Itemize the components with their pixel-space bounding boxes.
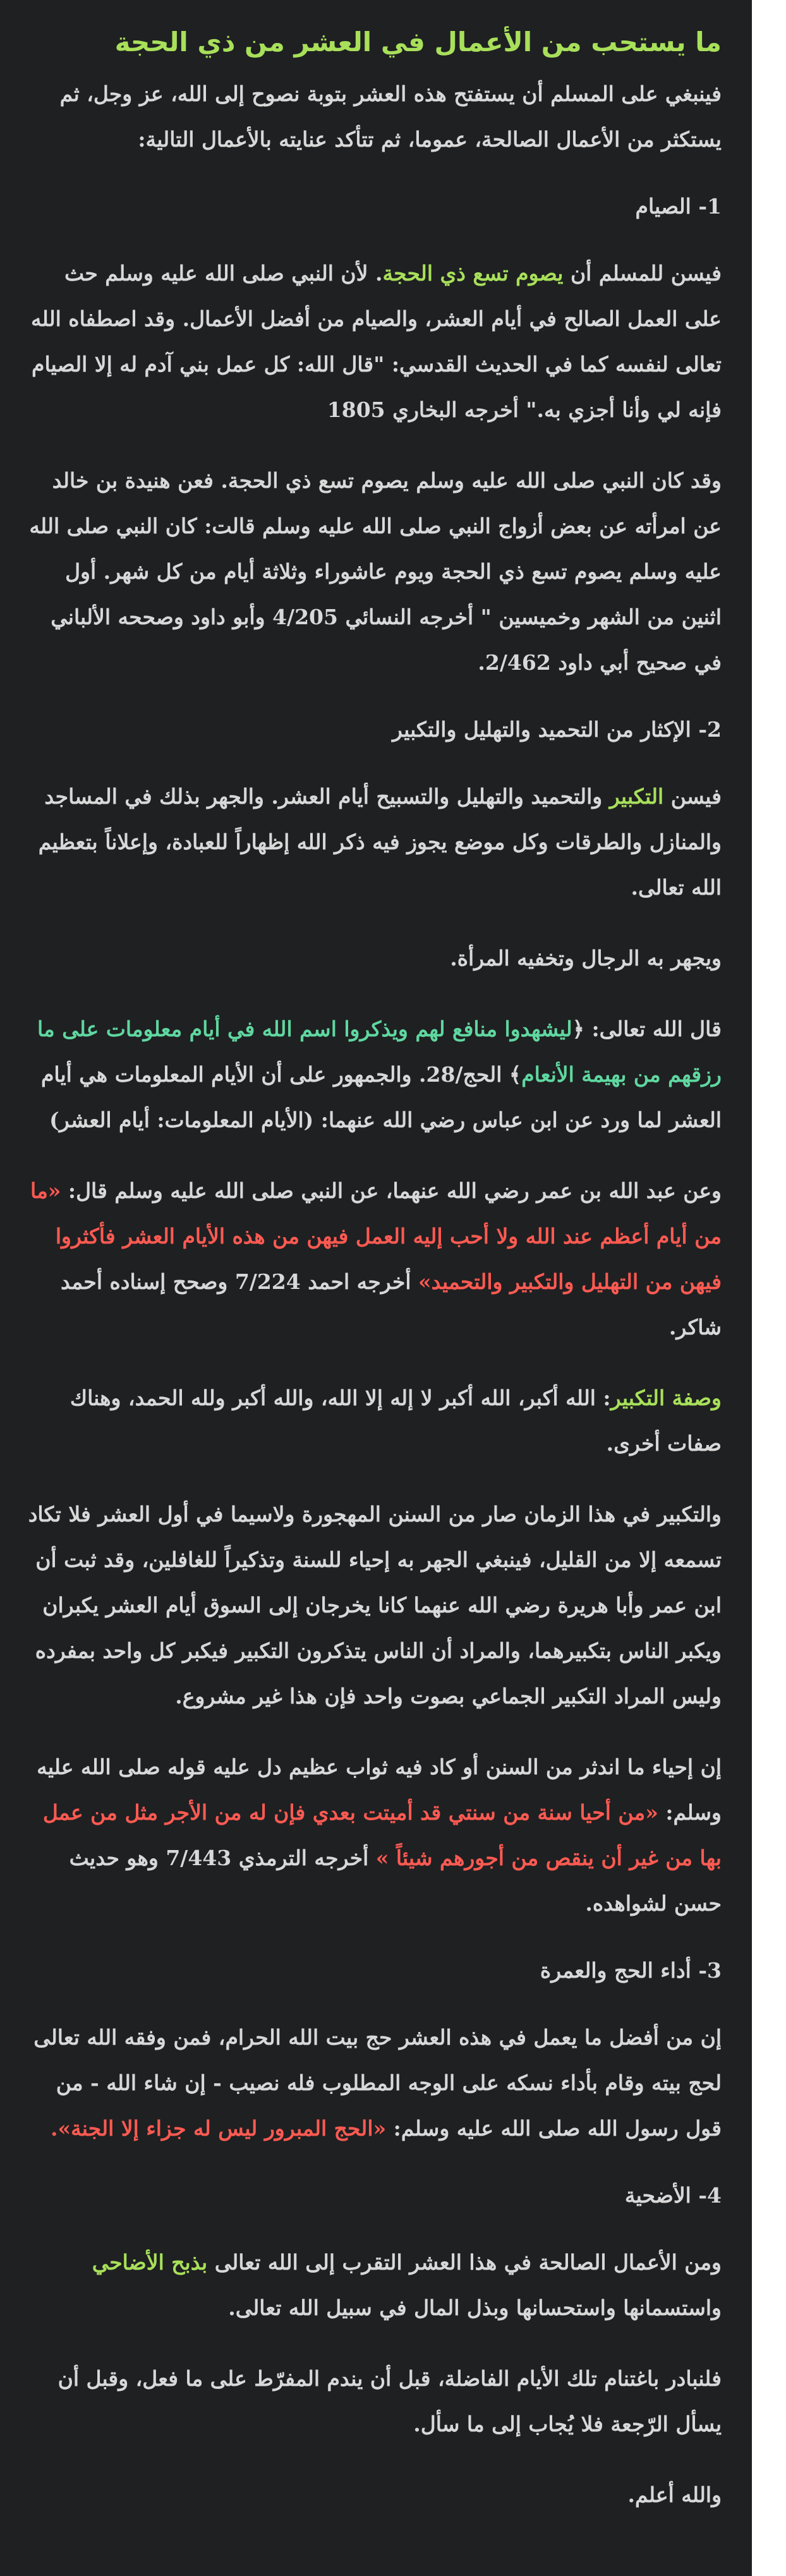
hajj-paragraph — [25, 2015, 722, 2151]
hajj-text-c: . — [50, 2115, 58, 2141]
fasting-paragraph-1 — [25, 251, 722, 433]
takbir-text-c: والتحميد والتهليل والتسبيح أيام العشر. والجهر بذلك في المساجد والمنازل والطرقات وكل موضع يجوز فيه ذكر الله إظهاراً للعبادة، وإعلاناً بتعظيم الله تعالى. — [38, 783, 722, 900]
section-heading-fasting: 1- الصيام — [635, 193, 722, 219]
hajj-text-a: إن من أفضل ما يعمل في هذه العشر حج بيت الله الحرام، فمن وفقه الله تعالى لحج بيته وقام بأداء نسكه على الوجه المطلوب فله نصيب - إن شاء الله - من قول رسول الله صلى الله عليه وسلم: — [33, 2024, 722, 2141]
fasting-paragraph-2: وقد كان النبي صلى الله عليه وسلم يصوم تسع ذي الحجة. فعن هنيدة بن خالد عن امرأته عن بعض أزواج النبي صلى الله عليه وسلم قالت: كان النبي صلى الله عليه وسلم يصوم تسع ذي الحجة ويوم عاشوراء وثلاثة أيام من كل شهر. أول اثنين من الشهر وخميسين " أخرجه النسائي 4/205 وأبو داود وصححه الألباني في صحيح أبي داود 2/462. — [29, 468, 722, 675]
hadith-quote-3: «الحج المبرور ليس له جزاء إلا الجنة» — [57, 2115, 387, 2141]
fasting-highlight-link[interactable]: يصوم تسع ذي الحجة — [382, 260, 564, 286]
hadith-paragraph-1 — [25, 1168, 722, 1350]
hadith-paragraph-2 — [25, 1745, 722, 1926]
article-title: ما يستحب من الأعمال في العشر من ذي الحجة — [114, 27, 722, 57]
hadith1-text-a: وعن عبد الله بن عمر رضي الله عنهما، عن النبي صلى الله عليه وسلم قال: — [61, 1178, 722, 1203]
takbir-paragraph-2: ويجهر به الرجال وتخفيه المرأة. — [450, 945, 722, 971]
hadith2-text-a: إن إحياء ما اندثر من السنن أو كاد فيه ثواب عظيم دل عليه قوله صلى الله عليه وسلم: — [37, 1754, 722, 1825]
takbir-form-link[interactable]: وصفة التكبير — [610, 1385, 722, 1410]
udhiyah-text-a: ومن الأعمال الصالحة في هذا العشر التقرب إلى الله تعالى — [207, 2249, 722, 2275]
fasting-text-c: . لأن النبي صلى الله عليه وسلم حث على العمل الصالح في أيام العشر، والصيام من أفضل الأعمال. وقد اصطفاه الله تعالى لنفسه كما في الحديث القدسي: "قال الله: كل عمل بني آدم له إلا الصيام فإنه لي وأنا أجزي به." أخرجه البخاري 1805 — [30, 260, 722, 422]
intro-paragraph: فينبغي على المسلم أن يستفتح هذه العشر بتوبة نصوح إلى الله، عز وجل، ثم يستكثر من الأعمال الصالحة، عموما، ثم تتأكد عنايته بالأعمال التالية: — [59, 81, 722, 152]
hadith-quote-1: «ما من أيام أعظم عند الله ولا أحب إليه العمل فيهن من هذه الأيام العشر فأكثروا فيهن من التهليل والتكبير والتحميد» — [30, 1178, 722, 1294]
takbir-form-paragraph — [25, 1376, 722, 1466]
udhiyah-paragraph — [25, 2240, 722, 2331]
quran-verse-paragraph — [25, 1007, 722, 1143]
closing-sign-off: والله أعلم. — [627, 2482, 722, 2507]
fasting-text-a: فيسن للمسلم أن — [563, 260, 722, 286]
section-heading-hajj: 3- أداء الحج والعمرة — [540, 1957, 722, 1983]
verse-text-c: ﴾ الحج/28. والجمهور على أن الأيام المعلومات هي أيام العشر لما ورد عن ابن عباس رضي الله عنهما: (الأيام المعلومات: أيام العشر) — [40, 1061, 722, 1132]
closing-paragraph: فلنبادر باغتنام تلك الأيام الفاضلة، قبل أن يندم المفرّط على ما فعل، وقبل أن يسأل الرّجعة فلا يُجاب إلى ما سأل. — [57, 2366, 722, 2436]
verse-text-a: قال الله تعالى: ﴿ — [572, 1016, 722, 1041]
takbir-form-text: : الله أكبر، الله أكبر لا إله إلا الله، والله أكبر ولله الحمد، وهناك صفات أخرى. — [70, 1385, 722, 1456]
hadith2-text-c: أخرجه الترمذي 7/443 وهو حديث حسن لشواهده. — [69, 1845, 722, 1916]
quran-verse: ليشهدوا منافع لهم ويذكروا اسم الله في أيام معلومات على ما رزقهم من بهيمة الأنعام — [37, 1016, 722, 1087]
page-edge — [752, 0, 786, 2576]
hadith-quote-2: «من أحيا سنة من سنتي قد أميتت بعدي فإن له من الأجر مثل من عمل بها من غير أن ينقص من أجورهم شيئاً » — [42, 1799, 722, 1870]
section-heading-udhiyah: 4- الأضحية — [624, 2182, 722, 2208]
hadith1-text-c: أخرجه احمد 7/224 وصحح إسناده أحمد شاكر. — [61, 1269, 722, 1339]
takbir-text-a: فيسن — [663, 783, 722, 809]
takbir-highlight-link[interactable]: التكبير — [609, 783, 664, 809]
section-heading-takbir: 2- الإكثار من التحميد والتهليل والتكبير — [392, 717, 722, 742]
udhiyah-text-c: واستسمانها واستحسانها وبذل المال في سبيل الله تعالى. — [228, 2295, 722, 2320]
takbir-paragraph-1 — [25, 774, 722, 910]
udhiyah-highlight-link[interactable]: بذبح الأضاحي — [92, 2249, 208, 2275]
takbir-paragraph-6: والتكبير في هذا الزمان صار من السنن المهجورة ولاسيما في أول العشر فلا تكاد تسمعه إلا من القليل، فينبغي الجهر به إحياء للسنة وتذكيراً للغافلين، وقد ثبت أن ابن عمر وأبا هريرة رضي الله عنهما كانا يخرجان إلى السوق أيام العشر يكبران ويكبر الناس بتكبيرهما، والمراد أن الناس يتذكرون التكبير فيكبر كل واحد بمفرده وليس المراد التكبير الجماعي بصوت واحد فإن هذا غير مشروع. — [28, 1501, 722, 1708]
